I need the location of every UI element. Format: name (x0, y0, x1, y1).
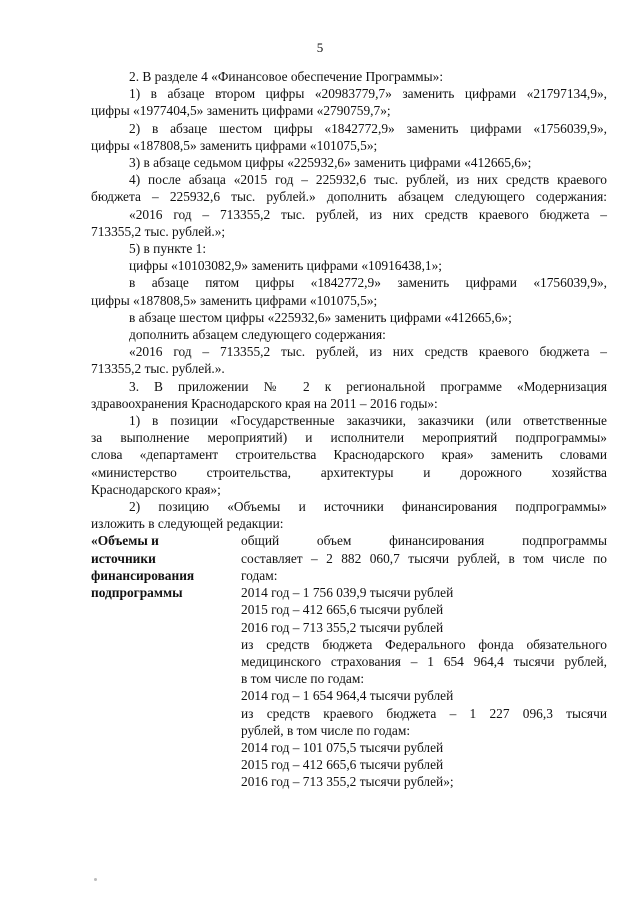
value-line: годам: (241, 567, 278, 583)
value-line: 2014 год – 101 075,5 тысячи рублей (241, 739, 444, 755)
value-line: в том числе по годам: (241, 671, 365, 687)
value-line: 2014 год – 1 756 039,9 тысячи рублей (241, 585, 454, 601)
value-line: 2016 год – 713 355,2 тысячи рублей (241, 619, 444, 635)
text-line: 4) после абзаца «2015 год – 225932,6 тыс. рублей, из них средств краевого (129, 172, 607, 188)
text-line: 2) в абзаце шестом цифры «1842772,9» заменить цифрами «1756039,9», (129, 120, 607, 136)
value-line: составляет – 2 882 060,7 тысячи рублей, в том числе по (241, 550, 607, 566)
label-line: финансирования (91, 567, 195, 583)
page-number: 5 (316, 40, 324, 55)
label-line: «Объемы и (91, 533, 159, 549)
text-line: 5) в пункте 1: (129, 241, 207, 257)
text-line: здравоохранения Краснодарского края на 2011 – 2016 годы»: (91, 395, 438, 411)
text-line: дополнить абзацем следующего содержания: (129, 327, 386, 343)
text-line: слова «департамент строительства Краснодарского края» заменить словами (91, 447, 607, 463)
value-line: 2015 год – 412 665,6 тысячи рублей (241, 757, 444, 773)
value-line: медицинского страхования – 1 654 964,4 тысячи рублей, (241, 653, 607, 669)
text-line: в абзаце шестом цифры «225932,6» заменить цифрами «412665,6»; (129, 309, 512, 325)
label-line: подпрограммы (91, 585, 183, 601)
text-line: Краснодарского края»; (91, 481, 221, 497)
text-line: за выполнение мероприятий) и исполнители мероприятий подпрограммы» (91, 430, 607, 446)
paragraphs (91, 68, 607, 532)
funding-table-label (91, 532, 241, 790)
funding-table (91, 532, 607, 790)
value-line: из средств краевого бюджета – 1 227 096,3 тысячи (241, 705, 607, 721)
value-line: 2014 год – 1 654 964,4 тысячи рублей (241, 688, 454, 704)
text-line: 713355,2 тыс. рублей.». (91, 361, 225, 377)
value-line: 2016 год – 713 355,2 тысячи рублей»; (241, 774, 454, 790)
text-line: «министерство строительства, архитектуры и дорожного хозяйства (91, 464, 607, 480)
text-line: 1) в позиции «Государственные заказчики, заказчики (или ответственные (129, 413, 607, 429)
text-line: 3. В приложении № 2 к региональной программе «Модернизация (129, 378, 607, 394)
document-body (91, 68, 607, 791)
text-line: изложить в следующей редакции: (91, 516, 284, 532)
text-line: 1) в абзаце втором цифры «20983779,7» заменить цифрами «21797134,9», (129, 86, 607, 102)
funding-table-value (241, 532, 607, 790)
text-line: бюджета – 225932,6 тыс. рублей.» дополнить абзацем следующего содержания: (91, 189, 607, 205)
text-line: цифры «10103082,9» заменить цифрами «10916438,1»; (129, 258, 443, 274)
text-line: цифры «187808,5» заменить цифрами «101075,5»; (91, 292, 378, 308)
text-line: 2. В разделе 4 «Финансовое обеспечение Программы»: (129, 69, 444, 84)
text-line: цифры «1977404,5» заменить цифрами «2790759,7»; (91, 103, 391, 119)
value-line: из средств бюджета Федерального фонда обязательного (241, 636, 607, 652)
text-line: «2016 год – 713355,2 тыс. рублей, из них средств краевого бюджета – (129, 344, 607, 360)
value-line: рублей, в том числе по годам: (241, 722, 411, 738)
text-line: цифры «187808,5» заменить цифрами «101075,5»; (91, 137, 378, 153)
text-line: 713355,2 тыс. рублей.»; (91, 223, 226, 239)
text-line: 3) в абзаце седьмом цифры «225932,6» заменить цифрами «412665,6»; (129, 155, 532, 171)
scan-speck (94, 878, 97, 881)
label-line: источники (91, 550, 156, 566)
value-line: 2015 год – 412 665,6 тысячи рублей (241, 602, 444, 618)
text-line: «2016 год – 713355,2 тыс. рублей, из них средств краевого бюджета – (129, 206, 607, 222)
text-line: 2) позицию «Объемы и источники финансирования подпрограммы» (129, 499, 607, 515)
value-line: общий объем финансирования подпрограммы (241, 533, 607, 549)
text-line: в абзаце пятом цифры «1842772,9» заменить цифрами «1756039,9», (129, 275, 607, 291)
